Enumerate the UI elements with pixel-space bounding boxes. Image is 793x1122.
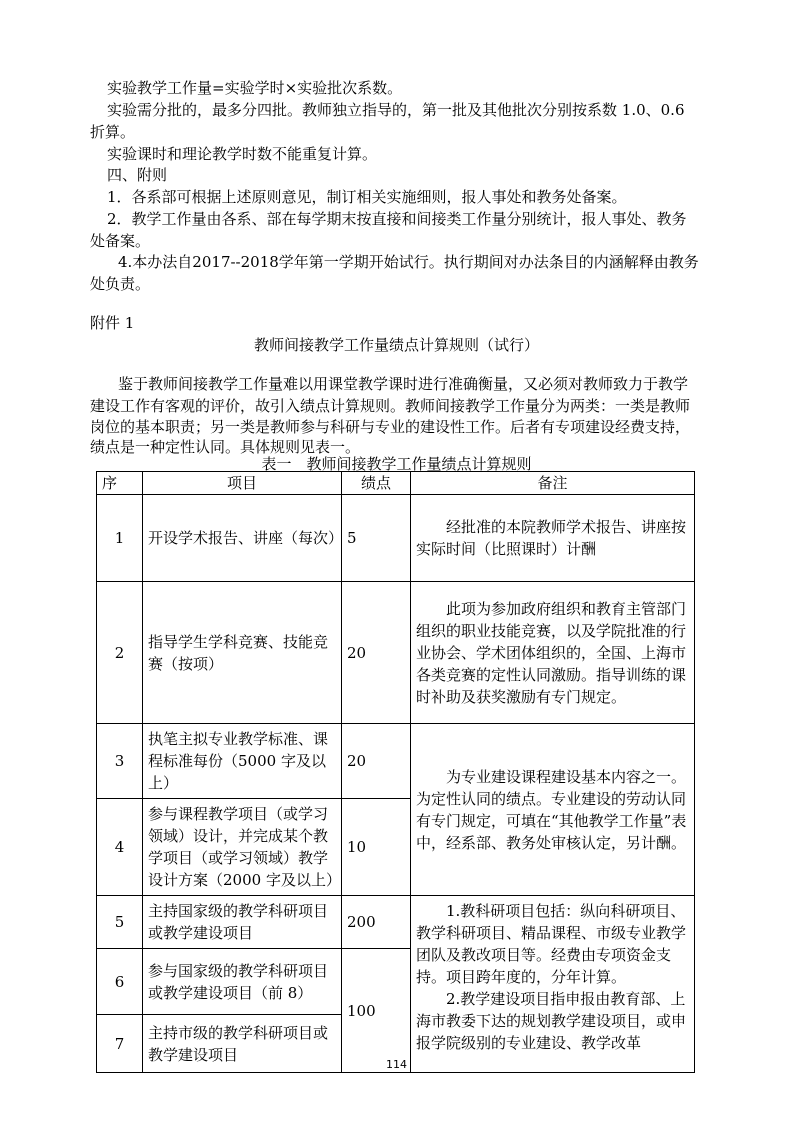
row-project: 主持市级的教学科研项目或教学建设项目 (143, 1015, 342, 1073)
row-project: 主持国家级的教学科研项目或教学建设项目 (143, 896, 342, 949)
rules-table (96, 471, 695, 1073)
attachment-title: 教师间接教学工作量绩点计算规则（试行） (253, 336, 539, 354)
row-project: 开设学术报告、讲座（每次） (143, 495, 342, 582)
row-points: 100 (342, 949, 411, 1073)
intro-paragraph: 鉴于教师间接教学工作量难以用课堂教学课时进行准确衡量，又必须对教师致力于教学 (118, 375, 689, 393)
row-no: 7 (97, 1015, 143, 1073)
row-no: 2 (97, 582, 143, 724)
note-text: 此项为参加政府组织和教育主管部门组织的职业技能竞赛，以及学院批准的行业协会、学术团体组织的，全国、上海市各类竞赛的定性认同激励。指导训练的课时补助及获奖激励有专门规定。 (416, 599, 687, 706)
paragraph: 处负责。 (90, 275, 151, 293)
row-no: 3 (97, 724, 143, 799)
row-note (411, 582, 695, 724)
note-text: 经批准的本院教师学术报告、讲座按实际时间（比照课时）计酬 (416, 518, 687, 558)
header-no: 序 (97, 472, 143, 495)
table-row (97, 582, 695, 724)
paragraph: 处备案。 (90, 232, 151, 250)
row-note (411, 495, 695, 582)
header-note: 备注 (411, 472, 695, 495)
note-text: 1.教科研项目包括：纵向科研项目、教学科研项目、精品课程、市级专业教学团队及教改项目等。经费由专项资金支持。项目跨年度的，分年计算。 (416, 902, 687, 986)
paragraph: 折算。 (90, 123, 136, 141)
paragraph: 1．各系部可根据上述原则意见，制订相关实施细则，报人事处和教务处备案。 (107, 188, 627, 206)
row-project: 参与课程教学项目（或学习领域）设计，并完成某个教学项目（或学习领域）教学设计方案（2000 字及以上） (143, 799, 342, 896)
section-heading: 四、附则 (107, 166, 168, 184)
paragraph: 实验课时和理论教学时数不能重复计算。 (107, 145, 378, 163)
page-number: 114 (386, 1058, 407, 1071)
row-points: 200 (342, 896, 411, 949)
row-note (411, 724, 695, 896)
row-project: 执笔主拟专业教学标准、课程标准每份（5000 字及以上） (143, 724, 342, 799)
header-points: 绩点 (342, 472, 411, 495)
row-points: 20 (342, 582, 411, 724)
row-no: 5 (97, 896, 143, 949)
note-text: 2.教学建设项目指申报由教育部、上海市教委下达的规划教学建设项目，或申报学院级别的专业建设、教学改革 (416, 990, 687, 1052)
table-row (97, 495, 695, 582)
table-header-row (97, 472, 695, 495)
row-no: 4 (97, 799, 143, 896)
table-row (97, 896, 695, 949)
attachment-label: 附件 1 (90, 314, 135, 332)
header-project: 项目 (143, 472, 342, 495)
row-project: 指导学生学科竞赛、技能竞赛（按项） (143, 582, 342, 724)
table-row (97, 724, 695, 799)
intro-paragraph: 岗位的基本职责；另一类是教师参与科研与专业的建设性工作。后者有专项建设经费支持， (90, 418, 691, 436)
table-caption: 表一 教师间接教学工作量绩点计算规则 (261, 455, 532, 473)
row-points: 10 (342, 799, 411, 896)
row-points: 20 (342, 724, 411, 799)
paragraph: 4.本办法自2017--2018学年第一学期开始试行。执行期间对办法条目的内涵解释由教务 (118, 253, 699, 271)
paragraph: 实验需分批的，最多分四批。教师独立指导的，第一批及其他批次分别按系数 1.0、0.6 (107, 101, 685, 119)
row-no: 6 (97, 949, 143, 1015)
row-no: 1 (97, 495, 143, 582)
note-text: 为专业建设课程建设基本内容之一。为定性认同的绩点。专业建设的劳动认同有专门规定，可填在“其他教学工作量”表中，经系部、教务处审核认定，另计酬。 (416, 767, 687, 852)
paragraph: 实验教学工作量=实验学时×实验批次系数。 (107, 79, 403, 97)
intro-paragraph: 建设工作有客观的评价，故引入绩点计算规则。教师间接教学工作量分为两类：一类是教师 (90, 397, 691, 415)
row-project: 参与国家级的教学科研项目或教学建设项目（前 8） (143, 949, 342, 1015)
intro-paragraph: 绩点是一种定性认同。具体规则见表一。 (90, 438, 361, 456)
row-points: 5 (342, 495, 411, 582)
paragraph: 2．教学工作量由各系、部在每学期末按直接和间接类工作量分别统计，报人事处、教务 (107, 210, 687, 228)
row-note (411, 896, 695, 1073)
